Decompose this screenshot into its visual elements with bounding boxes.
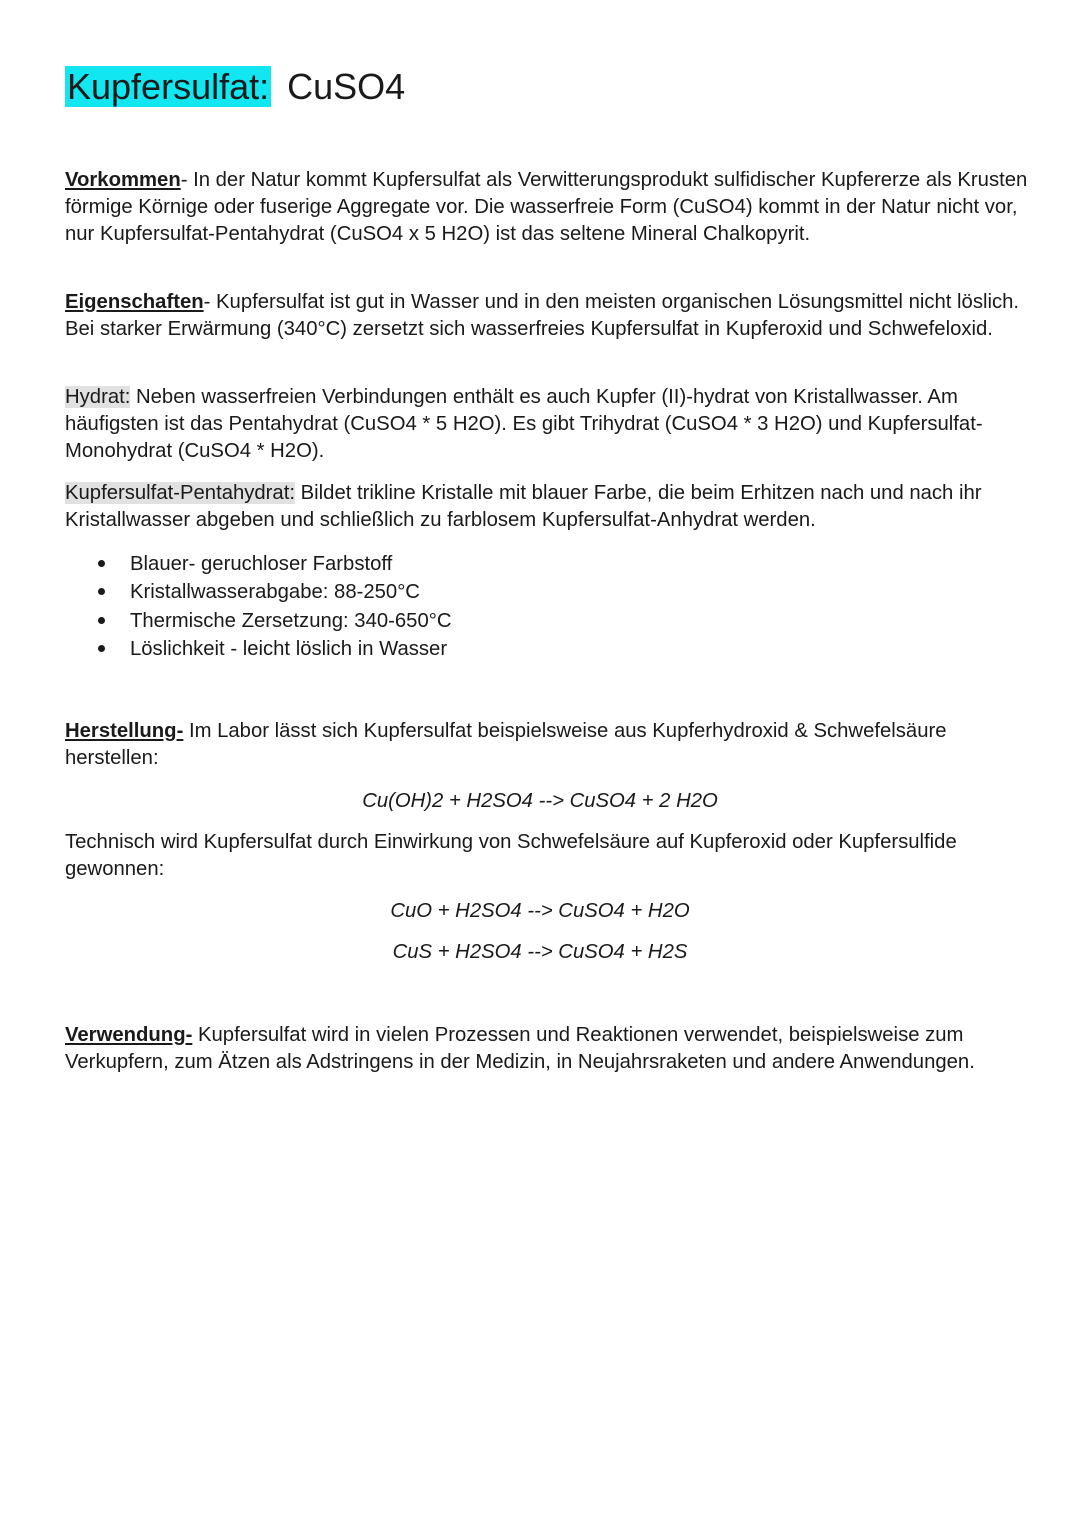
herstellung-technical-paragraph: Technisch wird Kupfersulfat durch Einwirkung von Schwefelsäure auf Kupferoxid oder Kupfersulfide gewonnen: [65,831,957,880]
hydrat-text: Neben wasserfreien Verbindungen enthält es auch Kupfer (II)-hydrat von Kristallwasser. Am häufigsten ist das Pentahydrat (CuSO4 * 5 H2O). Es gibt Trihydrat (CuSO4 * 3 H2O) und Kupfersulfat-Monohydrat (CuSO4 * H2O). [65,386,983,462]
verwendung-text: Kupfersulfat wird in vielen Prozessen und Reaktionen verwendet, beispielsweise zum Verkupfern, zum Ätzen als Adstringens in der Medizin, in Neujahrsraketen und andere Anwendungen. [65,1024,975,1073]
vorkommen-text: - In der Natur kommt Kupfersulfat als Verwitterungsprodukt sulfidischer Kupfererze als Krusten förmige Körnige oder fuserige Aggregate vor. Die wasserfreie Form (CuSO4) kommt in der Natur nicht vor, nur Kupfersulfat-Pentahydrat (CuSO4 x 5 H2O) ist das seltene Mineral Chalkopyrit. [65,169,1028,245]
vorkommen-paragraph [65,167,1030,248]
bullet-icon [98,645,105,652]
pentahydrat-paragraph [65,480,1030,534]
title-formula: CuSO4 [287,66,406,107]
page-title [65,64,405,110]
eigenschaften-paragraph [65,289,1030,343]
eigenschaften-text: - Kupfersulfat ist gut in Wasser und in den meisten organischen Lösungsmittel nicht löslich. Bei starker Erwärmung (340°C) zersetzt sich wasserfreies Kupfersulfat in Kupferoxid und Schwefeloxid. [65,291,1020,340]
herstellung-heading: Herstellung- [65,720,184,742]
eigenschaften-heading: Eigenschaften [65,291,204,313]
equation-cu-oh-2: Cu(OH)2 + H2SO4 --> CuSO4 + 2 H2O [362,790,718,812]
bullet-icon [98,588,105,595]
hydrat-heading: Hydrat: [65,386,131,408]
list-item: Thermische Zersetzung: 340-650°C [98,607,452,635]
equation-cuo: CuO + H2SO4 --> CuSO4 + H2O [390,900,690,922]
bullet-icon [98,617,105,624]
list-item: Blauer- geruchloser Farbstoff [98,550,452,578]
verwendung-heading: Verwendung- [65,1024,193,1046]
pentahydrat-heading: Kupfersulfat-Pentahydrat: [65,482,295,504]
herstellung-text: Im Labor lässt sich Kupfersulfat beispielsweise aus Kupferhydroxid & Schwefelsäure herstellen: [65,720,947,769]
pentahydrat-bullet-list [98,550,452,663]
list-item: Kristallwasserabgabe: 88-250°C [98,578,452,606]
hydrat-paragraph [65,384,1030,465]
vorkommen-heading: Vorkommen [65,169,181,191]
verwendung-paragraph [65,1022,1030,1076]
title-label: Kupfersulfat: [67,66,270,107]
pentahydrat-text: Bildet trikline Kristalle mit blauer Farbe, die beim Erhitzen nach und nach ihr Kristallwasser abgeben und schließlich zu farblosem Kupfersulfat-Anhydrat werden. [65,482,982,531]
equation-cus: CuS + H2SO4 --> CuSO4 + H2S [392,941,688,963]
herstellung-paragraph [65,718,1030,772]
bullet-icon [98,560,105,567]
list-item: Löslichkeit - leicht löslich in Wasser [98,635,452,663]
